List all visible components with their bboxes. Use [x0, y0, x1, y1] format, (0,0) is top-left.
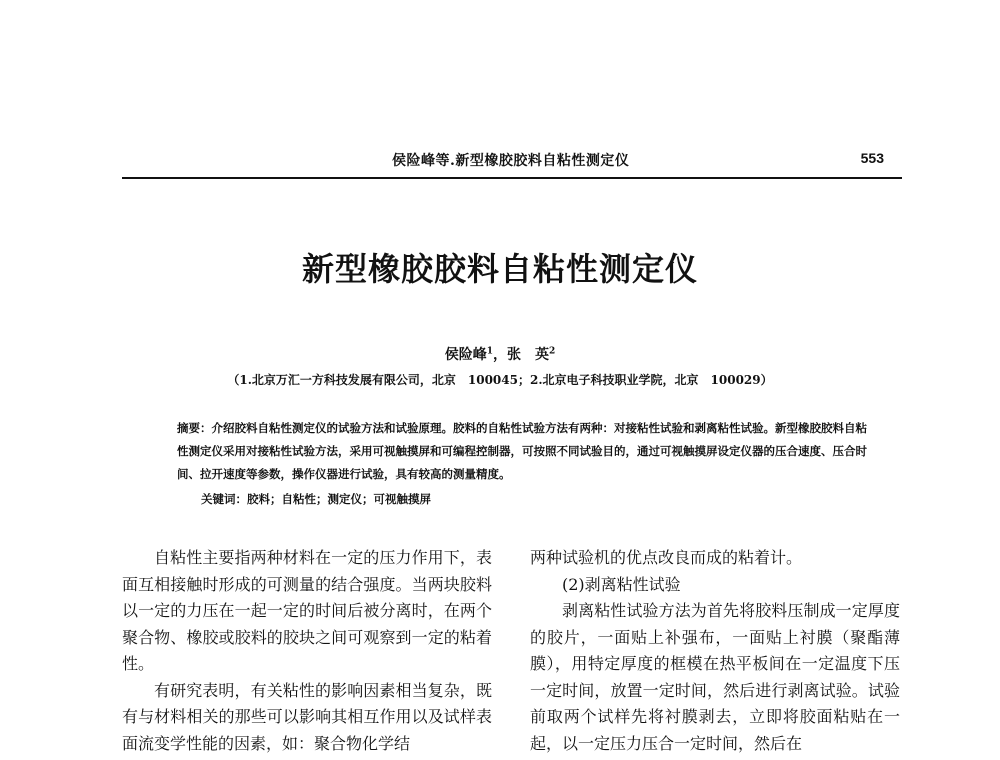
running-header: [122, 150, 902, 174]
keywords: [201, 491, 801, 507]
author-line: [0, 344, 1000, 364]
body-column-left: [122, 545, 492, 757]
affiliations: （1.北京万汇一方科技发展有限公司，北京 100045；2.北京电子科技职业学院，北京 100029）: [227, 373, 773, 387]
keywords-label: 关键词：: [201, 492, 247, 506]
abstract-label: 摘要：: [177, 421, 212, 435]
abstract: [177, 417, 877, 486]
running-title: 侯险峰等.新型橡胶胶料自粘性测定仪: [392, 153, 630, 169]
body-paragraph: 有研究表明，有关粘性的影响因素相当复杂，既有与材料相关的那些可以影响其相互作用以及试样表面流变学性能的因素，如：聚合物化学结: [122, 680, 492, 753]
keywords-text: 胶料；自粘性；测定仪；可视触摸屏: [247, 492, 431, 506]
header-rule: [122, 177, 902, 179]
abstract-text: 介绍胶料自粘性测定仪的试验方法和试验原理。胶料的自粘性试验方法有两种：对接粘性试验和剥离粘性试验。新型橡胶胶料自粘性测定仪采用对接粘性试验方法，采用可视触摸屏和可编程控制器，可按照不同试验目的，通过可视触摸屏设定仪器的压合速度、压合时间、拉开速度等参数，操作仪器进行试验，具有较高的测量精度。: [177, 421, 867, 481]
author-2-affil: 2: [549, 346, 556, 357]
body-paragraph: 自粘性主要指两种材料在一定的压力作用下，表面互相接触时形成的可测量的结合强度。当两块胶料以一定的力压在一起一定的时间后被分离时，在两个聚合物、橡胶或胶料的胶块之间可观察到一定的粘着性。: [122, 548, 492, 673]
body-column-right: [530, 545, 900, 757]
body-paragraph: 剥离粘性试验方法为首先将胶料压制成一定厚度的胶片，一面贴上补强布，一面贴上衬膜（聚酯薄膜），用特定厚度的框模在热平板间在一定温度下压一定时间，放置一定时间，然后进行剥离试验。试验前取两个试样先将衬膜剥去，立即将胶面粘贴在一起，以一定压力压合一定时间，然后在: [530, 601, 900, 753]
author-1-affil: 1: [486, 346, 493, 357]
body-paragraph: 两种试验机的优点改良而成的粘着计。: [530, 548, 803, 567]
author-2: 张 英: [507, 347, 549, 363]
author-1: 侯险峰: [444, 347, 487, 363]
section-heading: (2)剥离粘性试验: [562, 574, 681, 594]
author-separator: ，: [493, 347, 507, 363]
paper-title: 新型橡胶胶料自粘性测定仪: [301, 250, 698, 288]
page-number: 553: [860, 150, 884, 166]
